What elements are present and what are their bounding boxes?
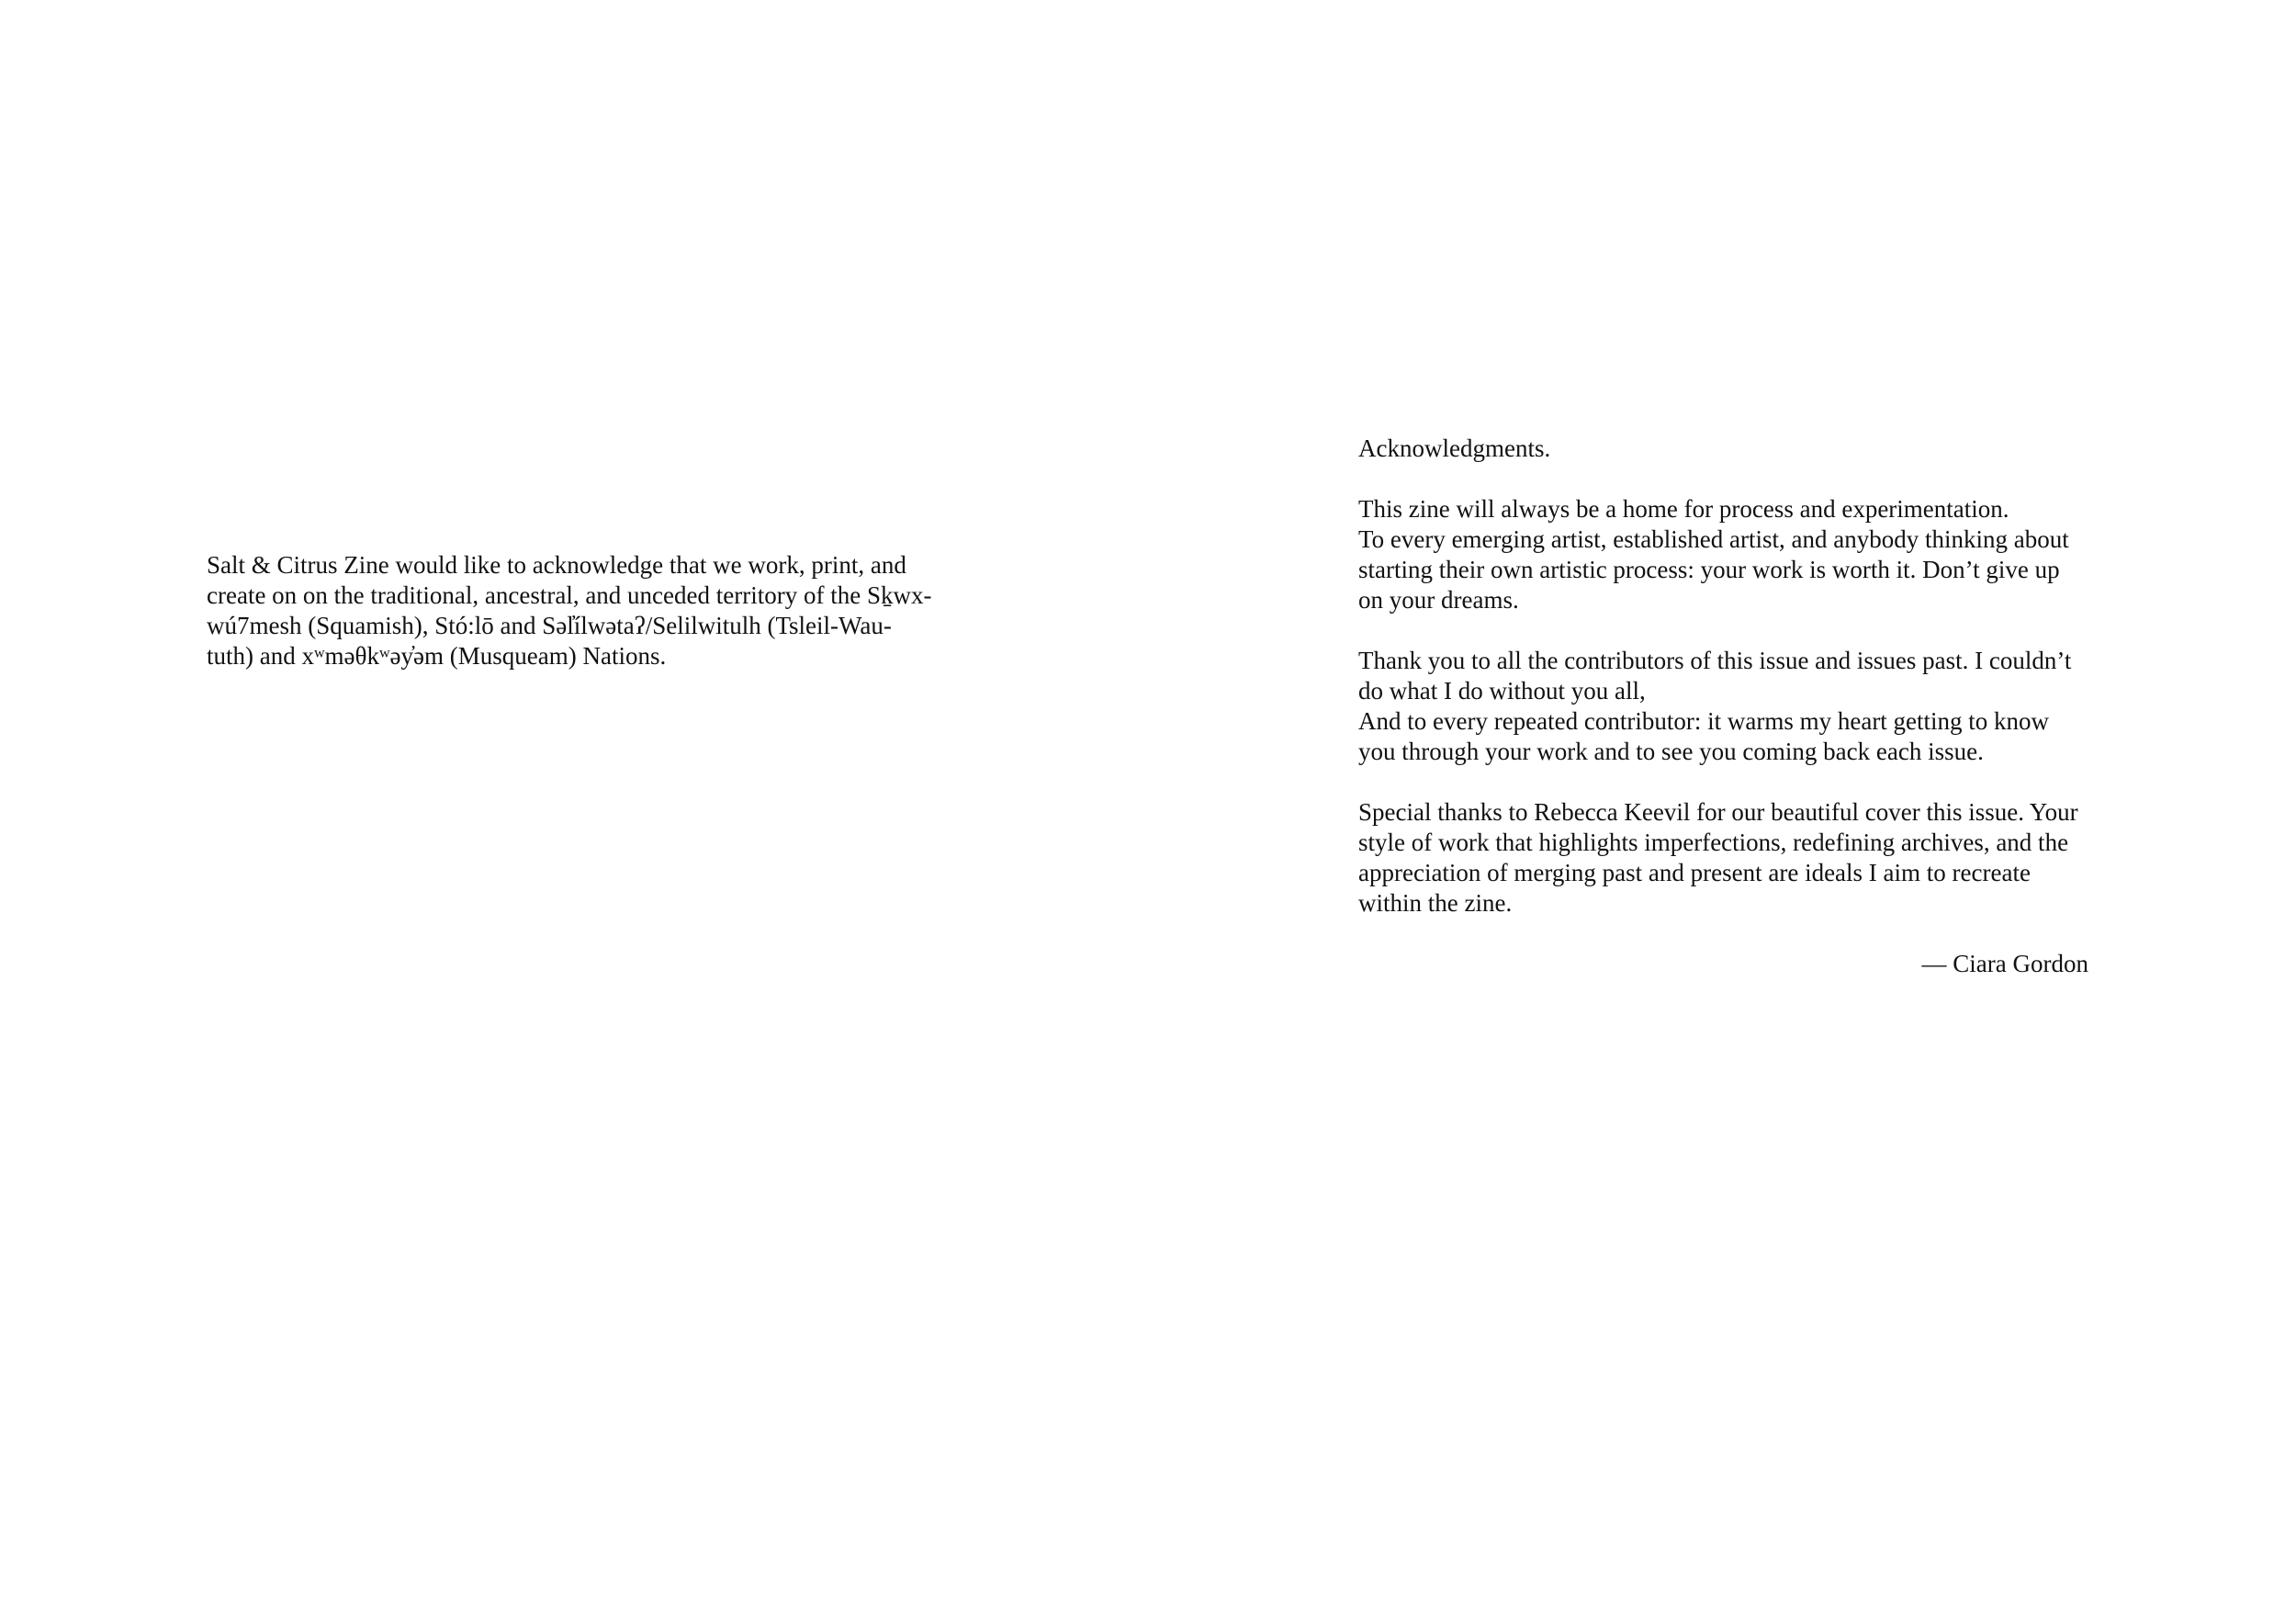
- land-acknowledgment-text: Salt & Citrus Zine would like to acknowledge that we work, print, and create on on the traditional, ancestral, and unceded territory of the Sḵwx- wú7mesh (Squamish), Stó:lō and Səl̓ílwətaʔ/Selilwitulh (Tsleil-Wau- tuth) and xʷməθkʷəy̓əm (Musqueam) Nations.: [207, 551, 932, 670]
- acknowledgments-section: [1358, 434, 2107, 979]
- acknowledgments-paragraph-process: This zine will always be a home for process and experimentation. To every emerging artist, established artist, and anybody thinking about starting their own artistic process: your work is worth it. Don’t give up on your dreams.: [1358, 495, 2069, 614]
- acknowledgments-heading: Acknowledgments.: [1358, 434, 1551, 462]
- acknowledgments-paragraph-contributors: Thank you to all the contributors of this issue and issues past. I couldn’t do what I do without you all, And to every repeated contributor: it warms my heart getting to know you through your work and to see you coming back each issue.: [1358, 647, 2072, 765]
- signature: — Ciara Gordon: [1921, 950, 2088, 977]
- right-page: [1148, 0, 2296, 1624]
- acknowledgments-paragraph-cover-artist: Special thanks to Rebecca Keevil for our beautiful cover this issue. Your style of work that highlights imperfections, redefining archives, and the appreciation of merging past and present are ideals I aim to recreate within the zine.: [1358, 798, 2078, 917]
